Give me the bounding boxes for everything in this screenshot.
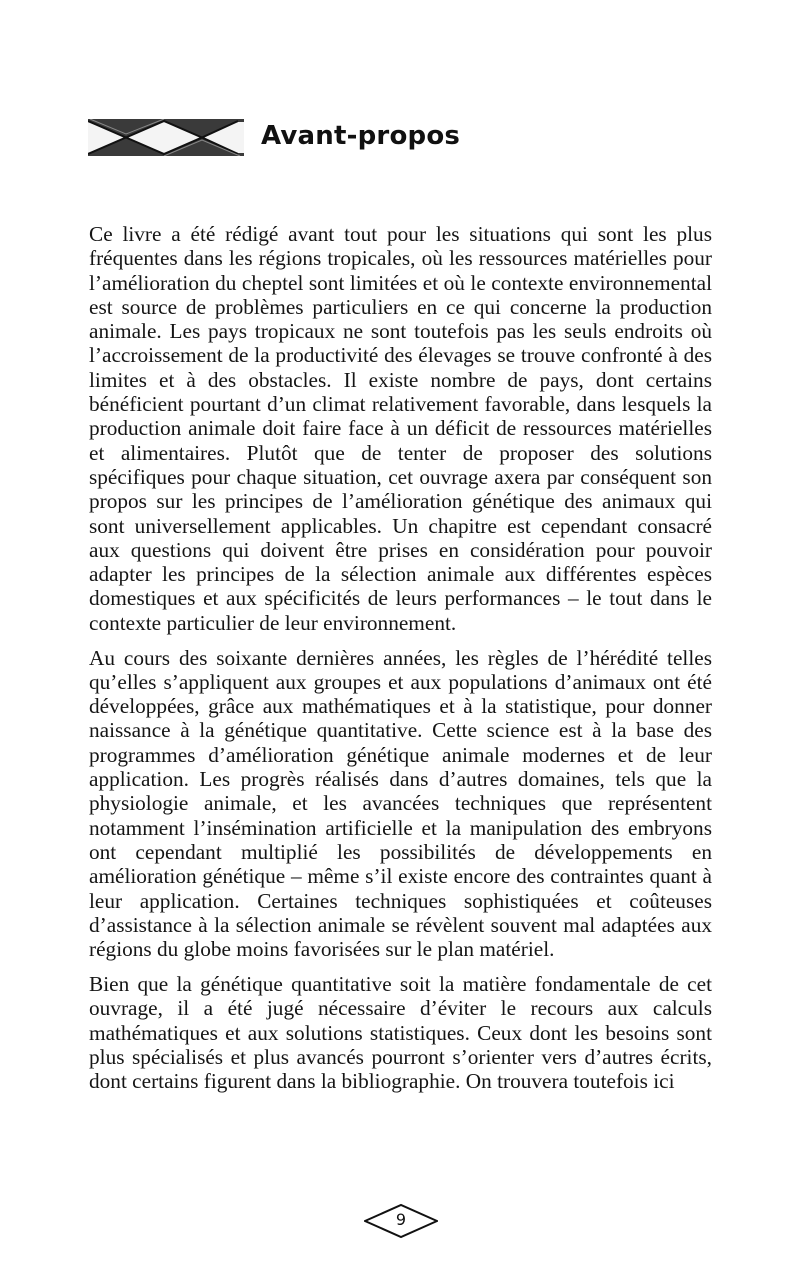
paragraph: Ce livre a été rédigé avant tout pour les situations qui sont les plus fréquentes dans les régions tropicales, où les ressources matérielles pour l’amélioration du cheptel sont limitées et où le contexte environnemental est source de problèmes particuliers en ce qui concerne la production animale. Les pays tropicaux ne sont toutefois pas les seuls endroits où l’accroissement de la productivité des élevages se trouve confronté à des limites et à des obstacles. Il existe nombre de pays, dont certains bénéficient pourtant d’un climat relativement favorable, dans lesquels la production animale doit faire face à un déficit de ressources matérielles et alimentaires. Plutôt que de tenter de proposer des solutions spécifiques pour chaque situation, cet ouvrage axera par conséquent son propos sur les principes de l’amélioration génétique des animaux qui sont universellement applicables. Un chapitre est cependant consacré aux questions qui doivent être prises en considération pour pouvoir adapter les principes de la sélection animale aux différentes espèces domestiques et aux spécificités de leurs performances – le tout dans le contexte particulier de leur environnement. [89,222,712,635]
page-number-label: 9 [395,1210,407,1229]
diamond-band-ornament-icon [88,119,244,156]
body-text [89,222,712,1104]
page-number [364,1203,438,1239]
paragraph: Bien que la génétique quantitative soit la matière fondamentale de cet ouvrage, il a été jugé nécessaire d’éviter le recours aux calculs mathématiques et aux solutions statistiques. Ceux dont les besoins sont plus spécialisés et plus avancés pourront s’orienter vers d’autres écrits, dont certains figurent dans la bibliographie. On trouvera toutefois ici [89,971,712,1094]
chapter-header [88,118,244,156]
paragraph: Au cours des soixante dernières années, les règles de l’hérédité telles qu’elles s’appliquent aux groupes et aux populations d’animaux ont été développées, grâce aux mathématiques et à la statistique, pour donner naissance à la génétique quantitative. Cette science est à la base des programmes d’amélioration génétique animale modernes et de leur application. Les progrès réalisés dans d’autres domaines, tels que la physiologie animale, et les avancées techniques que représentent notamment l’insémination artificielle et la manipulation des embryons ont cependant multiplié les possibilités de développements en amélioration génétique – même s’il existe encore des contraintes quant à leur application. Certaines techniques sophistiquées et coûteuses d’assistance à la sélection animale se révèlent souvent mal adaptées aux régions du globe moins favorisées sur le plan matériel. [89,645,712,962]
page-title: Avant-propos [261,121,461,151]
